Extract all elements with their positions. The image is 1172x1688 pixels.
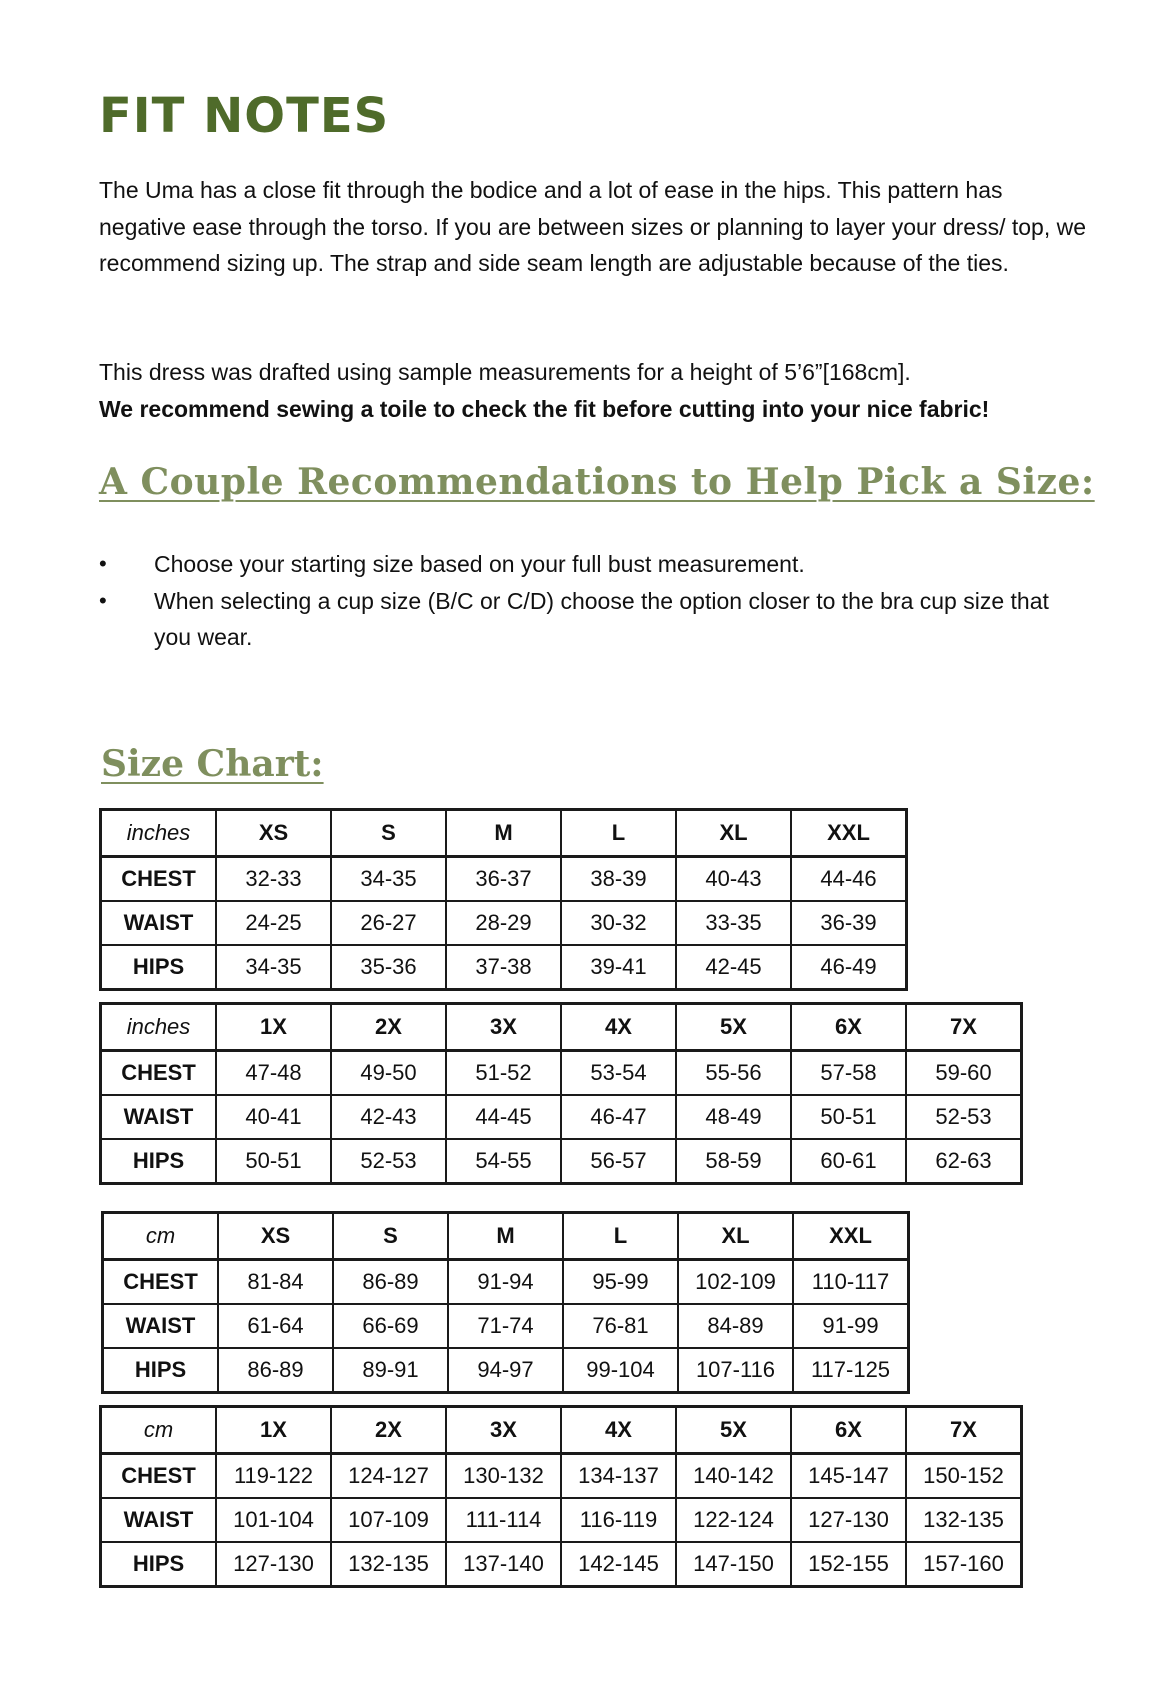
table-row	[103, 1348, 909, 1393]
size-table	[99, 808, 908, 991]
size-header: L	[561, 810, 676, 857]
table-cell: 137-140	[446, 1542, 561, 1587]
table-cell: 102-109	[678, 1260, 793, 1305]
table-row	[101, 1542, 1022, 1587]
size-table	[99, 1002, 1023, 1185]
table-cell: 142-145	[561, 1542, 676, 1587]
size-header: 3X	[446, 1004, 561, 1051]
size-header: XS	[218, 1213, 333, 1260]
table-cell: 44-46	[791, 857, 907, 902]
table-cell: 55-56	[676, 1051, 791, 1096]
size-header: 1X	[216, 1407, 331, 1454]
table-cell: 30-32	[561, 901, 676, 945]
table-cell: 86-89	[333, 1260, 448, 1305]
table-cell: 40-43	[676, 857, 791, 902]
table-cell: 145-147	[791, 1454, 906, 1499]
table-cell: 157-160	[906, 1542, 1022, 1587]
table-cell: 39-41	[561, 945, 676, 990]
size-header: 4X	[561, 1004, 676, 1051]
table-cell: 101-104	[216, 1498, 331, 1542]
size-header: 7X	[906, 1407, 1022, 1454]
table-cell: 56-57	[561, 1139, 676, 1184]
table-cell: 91-99	[793, 1304, 909, 1348]
table-cell: 99-104	[563, 1348, 678, 1393]
size-header: 3X	[446, 1407, 561, 1454]
table-cell: 46-49	[791, 945, 907, 990]
table-cell: 110-117	[793, 1260, 909, 1305]
table-cell: 52-53	[331, 1139, 446, 1184]
table-row	[101, 1051, 1022, 1096]
row-label: CHEST	[101, 857, 217, 902]
table-cell: 58-59	[676, 1139, 791, 1184]
table-cell: 33-35	[676, 901, 791, 945]
row-label: WAIST	[101, 901, 217, 945]
row-label: CHEST	[103, 1260, 219, 1305]
size-header: M	[446, 810, 561, 857]
table-cell: 26-27	[331, 901, 446, 945]
table-row	[103, 1260, 909, 1305]
size-header: 5X	[676, 1004, 791, 1051]
table-cell: 42-43	[331, 1095, 446, 1139]
table-cell: 49-50	[331, 1051, 446, 1096]
table-cell: 84-89	[678, 1304, 793, 1348]
table-cell: 140-142	[676, 1454, 791, 1499]
table-row	[101, 857, 907, 902]
size-header: XL	[676, 810, 791, 857]
table-cell: 71-74	[448, 1304, 563, 1348]
table-cell: 34-35	[216, 945, 331, 990]
row-label: HIPS	[101, 1139, 217, 1184]
table-cell: 53-54	[561, 1051, 676, 1096]
table-cell: 46-47	[561, 1095, 676, 1139]
table-cell: 127-130	[791, 1498, 906, 1542]
size-header: M	[448, 1213, 563, 1260]
table-cell: 35-36	[331, 945, 446, 990]
size-header: S	[331, 810, 446, 857]
table-header-row	[101, 810, 907, 857]
table-cell: 147-150	[676, 1542, 791, 1587]
draft-note: This dress was drafted using sample measurements for a height of 5’6”[168cm].	[99, 359, 911, 385]
table-cell: 50-51	[216, 1139, 331, 1184]
table-cell: 124-127	[331, 1454, 446, 1499]
recommendations-list	[99, 546, 1089, 656]
table-cell: 51-52	[446, 1051, 561, 1096]
table-cell: 117-125	[793, 1348, 909, 1393]
list-item	[99, 546, 1089, 583]
table-cell: 134-137	[561, 1454, 676, 1499]
table-cell: 94-97	[448, 1348, 563, 1393]
table-cell: 107-109	[331, 1498, 446, 1542]
bullet-icon: •	[99, 551, 107, 576]
size-chart-heading: Size Chart:	[101, 743, 324, 785]
table-cell: 37-38	[446, 945, 561, 990]
row-label: CHEST	[101, 1454, 217, 1499]
table-cell: 50-51	[791, 1095, 906, 1139]
table-cell: 62-63	[906, 1139, 1022, 1184]
size-table	[101, 1211, 910, 1394]
table-cell: 32-33	[216, 857, 331, 902]
table-cell: 36-39	[791, 901, 907, 945]
table-cell: 60-61	[791, 1139, 906, 1184]
unit-label: inches	[101, 1004, 217, 1051]
draft-paragraph	[99, 354, 1099, 427]
row-label: CHEST	[101, 1051, 217, 1096]
table-cell: 52-53	[906, 1095, 1022, 1139]
table-row	[101, 1139, 1022, 1184]
row-label: HIPS	[103, 1348, 219, 1393]
unit-label: cm	[101, 1407, 217, 1454]
table-cell: 150-152	[906, 1454, 1022, 1499]
size-table	[99, 1405, 1023, 1588]
table-cell: 57-58	[791, 1051, 906, 1096]
size-header: XS	[216, 810, 331, 857]
table-cell: 91-94	[448, 1260, 563, 1305]
table-row	[103, 1304, 909, 1348]
table-cell: 127-130	[216, 1542, 331, 1587]
table-cell: 48-49	[676, 1095, 791, 1139]
page-title: FIT NOTES	[99, 88, 390, 144]
toile-note: We recommend sewing a toile to check the fit before cutting into your nice fabric!	[99, 395, 990, 422]
size-header: 6X	[791, 1004, 906, 1051]
table-cell: 111-114	[446, 1498, 561, 1542]
table-cell: 107-116	[678, 1348, 793, 1393]
size-header: 6X	[791, 1407, 906, 1454]
table-cell: 28-29	[446, 901, 561, 945]
table-cell: 44-45	[446, 1095, 561, 1139]
bullet-icon: •	[99, 587, 107, 613]
table-cell: 130-132	[446, 1454, 561, 1499]
table-cell: 38-39	[561, 857, 676, 902]
table-cell: 122-124	[676, 1498, 791, 1542]
table-cell: 24-25	[216, 901, 331, 945]
table-cell: 34-35	[331, 857, 446, 902]
table-row	[101, 901, 907, 945]
row-label: WAIST	[103, 1304, 219, 1348]
table-header-row	[101, 1004, 1022, 1051]
table-row	[101, 1498, 1022, 1542]
table-row	[101, 945, 907, 990]
table-cell: 81-84	[218, 1260, 333, 1305]
table-cell: 61-64	[218, 1304, 333, 1348]
table-cell: 132-135	[906, 1498, 1022, 1542]
size-header: 4X	[561, 1407, 676, 1454]
size-header: XL	[678, 1213, 793, 1260]
unit-label: cm	[103, 1213, 219, 1260]
table-cell: 42-45	[676, 945, 791, 990]
row-label: HIPS	[101, 945, 217, 990]
size-header: 7X	[906, 1004, 1022, 1051]
table-cell: 47-48	[216, 1051, 331, 1096]
size-header: L	[563, 1213, 678, 1260]
table-cell: 116-119	[561, 1498, 676, 1542]
size-header: 1X	[216, 1004, 331, 1051]
table-header-row	[103, 1213, 909, 1260]
intro-paragraph: The Uma has a close fit through the bodice and a lot of ease in the hips. This pattern has negative ease through the torso. If you are between sizes or planning to layer your dress/ top, we recommend sizing up. The strap and side seam length are adjustable because of the ties.	[99, 177, 1087, 276]
row-label: WAIST	[101, 1498, 217, 1542]
table-cell: 36-37	[446, 857, 561, 902]
table-cell: 95-99	[563, 1260, 678, 1305]
list-item-text: Choose your starting size based on your full bust measurement.	[154, 551, 805, 577]
table-cell: 89-91	[333, 1348, 448, 1393]
table-row	[101, 1454, 1022, 1499]
table-cell: 54-55	[446, 1139, 561, 1184]
table-cell: 132-135	[331, 1542, 446, 1587]
table-cell: 76-81	[563, 1304, 678, 1348]
table-cell: 40-41	[216, 1095, 331, 1139]
row-label: HIPS	[101, 1542, 217, 1587]
table-cell: 66-69	[333, 1304, 448, 1348]
size-header: XXL	[791, 810, 907, 857]
table-row	[101, 1095, 1022, 1139]
table-cell: 86-89	[218, 1348, 333, 1393]
table-header-row	[101, 1407, 1022, 1454]
table-cell: 59-60	[906, 1051, 1022, 1096]
table-cell: 119-122	[216, 1454, 331, 1499]
size-header: 5X	[676, 1407, 791, 1454]
size-header: XXL	[793, 1213, 909, 1260]
table-cell: 152-155	[791, 1542, 906, 1587]
list-item	[99, 583, 1089, 656]
recommendations-heading: A Couple Recommendations to Help Pick a Size:	[99, 461, 1095, 503]
row-label: WAIST	[101, 1095, 217, 1139]
size-header: S	[333, 1213, 448, 1260]
size-header: 2X	[331, 1407, 446, 1454]
unit-label: inches	[101, 810, 217, 857]
list-item-text: When selecting a cup size (B/C or C/D) choose the option closer to the bra cup size that you wear.	[154, 587, 1049, 650]
size-header: 2X	[331, 1004, 446, 1051]
